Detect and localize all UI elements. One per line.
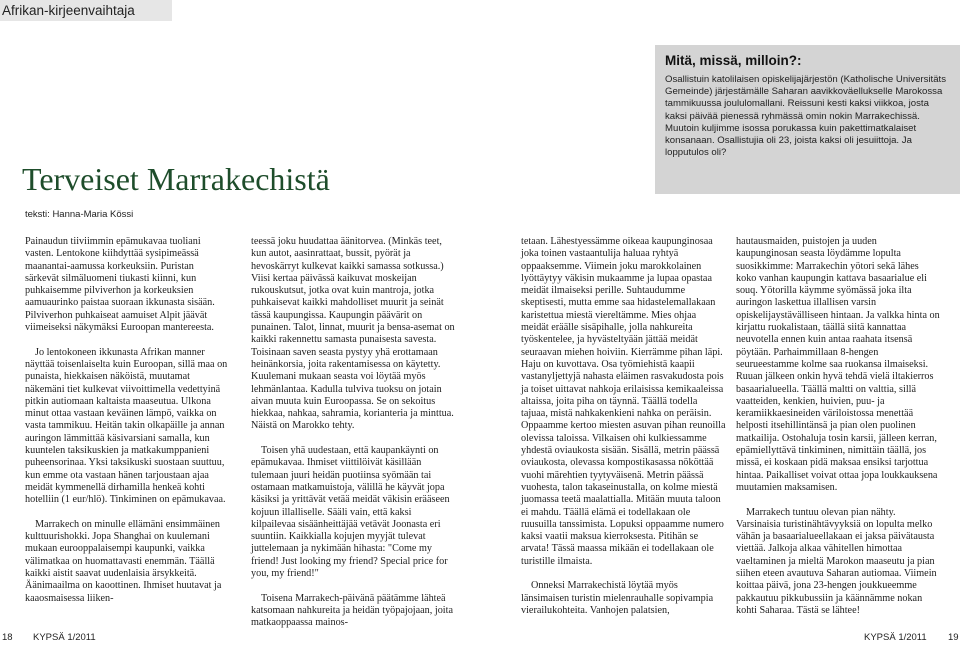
section-label: Afrikan-kirjeenvaihtaja bbox=[0, 0, 172, 21]
right-issue-label: KYPSÄ 1/2011 bbox=[864, 632, 927, 643]
text-column-1 bbox=[25, 236, 230, 617]
text-column-4 bbox=[736, 236, 941, 630]
paragraph: Toisena Marrakech-päivänä päätämme lähteä katsomaan nahkureita ja heidän työpajojaan, joita matkaoppaassa mainos- bbox=[251, 592, 453, 629]
info-sidebar bbox=[655, 45, 960, 194]
paragraph: Toisen yhä uudestaan, että kaupankäynti on epämukavaa. Ihmiset viittilöivät käsillään tulemaan juuri heidän puotiinsa syömään tai ostamaan matkamuistoja, välillä he käyvät jopa käsiksi ja yrittävät vetää meidät väkisin erääseen kojuun illalliselle. Sääli vain, että kaksi kilpailevaa sisäänheittäjää vetävät Joonasta eri suuntiin. Kaikkialla kojujen myyjät tulevat juttelemaan ja nykimään hihasta: "Come my friend! Just looking my friend? Special price for you, my friend!" bbox=[251, 445, 450, 580]
left-issue-label: KYPSÄ 1/2011 bbox=[33, 632, 96, 643]
paragraph: Marrakech tuntuu olevan pian nähty. Varsinaisia turistinähtävyyksiä on lopulta melko vähän ja basaarialueellakaan ei jaksa päivätausta viettää. Jalkoja alkaa vähitellen himottaa vaeltaminen ja mieltä Marokon maaseutu ja pian siihen eteen avautuva Saharan autiomaa. Viimein koittaa päivä, jona 23-hengen joukkueemme pakkautuu pikkubussiin ja käännämme nokan kohti Saharaa. Tästä se lähtee! bbox=[736, 506, 937, 616]
text-column-2 bbox=[251, 236, 456, 642]
right-page-number: 19 bbox=[948, 632, 959, 643]
paragraph: tetaan. Lähestyessämme oikeaa kaupunginosaa joka toinen vastaantulija haluaa ryhtyä oppaaksemme. Viimein joku marokkolainen lyöttäytyy väkisin mukaamme ja lupaa opastaa meidät ilmaiseksi perille. Suhtaudumme skeptisesti, mutta emme saa hidastelemallakaan karistettua miestä viereltämme. Mies ohjaa meidät eräälle sisäpihalle, jolla nahkureita työskentelee, ja hyvästeltyään jättää meidät seuraavan miehen hoiviin. Kierrämme pihan läpi. Haju on kuvottava. Osa työmiehistä kaapii vastanyljettyjä nahasta eläimen rasvakudosta pois ja toiset uittavat nahkoja erilaisissa kemikaaleissa altaissa, joita piha on täynnä. Täällä todella tajuaa, mistä nahkakenkieni nahka on peräisin. Oppaamme kertoo miesten asuvan pihan reunoilla olevissa taloissa. Vilkaisen ohi kulkiessamme yhdestä oviaukosta sisään. Sisällä, metrin päässä oviaukosta, olevassa kompostikasassa nököttää vuohi märehtien tyytyväisenä. Metrin päässä vuohesta, talon takaseinustalla, on kolme miestä juomassa teetä maalattialla. Mitään muuta taloon ei mahdu. Täällä elämä ei todellakaan ole ruusuilla tanssimista. Lopuksi oppaamme numero kaksi vaatii maksua kierroksesta. Pitihän se arvata! Tässä maassa mikään ei todellakaan ole turistille ilmaista. bbox=[521, 236, 726, 567]
left-page-number: 18 bbox=[2, 632, 13, 643]
byline: teksti: Hanna-Maria Kössi bbox=[25, 209, 134, 220]
paragraph: teessä joku huudattaa äänitorvea. (Minkäs teet, kun autot, aasinrattaat, bussit, pyörät ja hevoskärryt kulkevat kaikki samassa sotkussa.) Viisi kertaa päivässä kaikuvat moskeijan rukouskutsut, jotka ovat kuin mantroja, jotka puhkaisevat kaikki mahdolliset muurit ja seinät tässä kaupungissa. Kaupungin päävärit on punainen. Talot, linnat, muurit ja bensa-asemat on kaikki rakennettu samasta punaisesta savesta. Toisinaan saven seasta pystyy yhä erottamaan heinänkorsia, joita rakentamisessa on käytetty. Kuulemani mukaan seasta voi löytää myös lehmänlantaa. Kadulla tulviva tuoksu on jotain aivan muuta kuin Euroopassa. Se on sekoitus hiekkaa, nahkaa, sahramia, korianteria ja minttua. Näistä on Marokko tehty. bbox=[251, 236, 455, 432]
sidebar-body: Osallistuin katolilaisen opiskelijajärjestön (Katholische Universitäts Gemeinde) järjestämälle Saharan aavikkoväellukselle Marokossa tammikuussa joululomallani. Reissuni kesti kaksi viikkoa, josta kaksi päivää pienessä ryhmässä omin nokin Marrakechissä. Muutoin kuljimme isossa porukassa kuin pakettimatkalaiset konsanaan. Osallistujia oli 23, joista kaksi oli jesuiittoja. Ja lopputulos oli? bbox=[665, 74, 947, 159]
text-column-3 bbox=[521, 236, 726, 630]
paragraph: Painaudun tiiviimmin epämukavaa tuoliani vasten. Lentokone kiihdyttää sysipimeässä maanantai-aamussa korkeuksiin. Puristan särkevät silmäluomeni tiukasti kiinni, kun puhkaisemme pilviverhon ja korkeuksien aamuaurinko paistaa suoraan ikkunasta sisään. Pilviverhon puhkaiseat aamuiset Alpit jäävät viimeiseksi näkymäksi Euroopan mantereesta. bbox=[25, 236, 215, 334]
paragraph: hautausmaiden, puistojen ja uuden kaupunginosan seasta löydämme lopulta suosikkimme: Marrakechin yötori sekä lähes koko vanhan kaupungin kattava basaarialue eli souq. Yötorilla käymme syömässä joka ilta auringon laskettua illallisen varsin opiskelijaystävälliseen hintaan. Ja valkka hinta on kirjattu ruokalistaan, täällä siitä kannattaa neuvotella ennen kuin antaa raahata itsensä pöytään. Parhaimmillaan 8-hengen seurueestamme kolme saa ruokansa ilmaiseksi. Ruuan jälkeen onkin hyvä tehdä vielä iltakierros basaarialueella. Täällä maltti on valttia, sillä vaatteiden, kenkien, huivien, puu- ja keramiikkaesineiden väriloistossa menettää helposti itsehillintänsä ja pian olen puolinen matkailija. Ostohaluja tosin karsii, jälleen kerran, epämiellyttävä tinkiminen, nimittäin täällä, jos missä, ei koskaan pidä maksaa ensiksi tarjottua hintaa. Paikalliset voivat ottaa jopa loukkauksena muutamien maksamisen. bbox=[736, 236, 940, 493]
paragraph: Onneksi Marrakechistä löytää myös länsimaisen turistin mielenrauhalle sopivampia vierailukohteita. Vanhojen palatsien, bbox=[521, 580, 714, 616]
paragraph: Jo lentokoneen ikkunasta Afrikan manner näyttää toisenlaiselta kuin Euroopan, sillä maa on punaista, hiekkaisen näköistä, muutamat näkemäni tiet kulkevat viivoittimella vedettyinä pitkin autiomaan kaltaista maaseutua. Ulkona minut ottaa vastaan keväinen lämpö, vaikka on vasta tammikuu. Heitän takin olkapäille ja annan auringon lämmittää käsivarsiani samalla, kun kuuntelen taksikuskien ja matkakumppanieni puheensorinaa. Yksi taksikuski suostaan suuttuu, kun emme ota vastaan hänen tarjoustaan ajaa meidät kymmenellä dirhamilla henkeä kohti hotelliin (1 eur/hlö). Tinkiminen on epämukavaa. bbox=[25, 346, 228, 506]
article-title: Terveiset Marrakechistä bbox=[22, 161, 330, 198]
sidebar-title: Mitä, missä, milloin?: bbox=[665, 53, 802, 68]
paragraph: Marrakech on minulle ellämäni ensimmäinen kulttuurishokki. Jopa Shanghai on kuulemani mukaan eurooppalaisempi kaupunki, vaikka välimatkaa on huomattavasti enemmän. Täällä kaikki aistit saavat uudenlaisia ärsykkeitä. Äänimaailma on kaoottinen. Ihmiset huutavat ja kaaosmaisessa liiken- bbox=[25, 518, 222, 604]
